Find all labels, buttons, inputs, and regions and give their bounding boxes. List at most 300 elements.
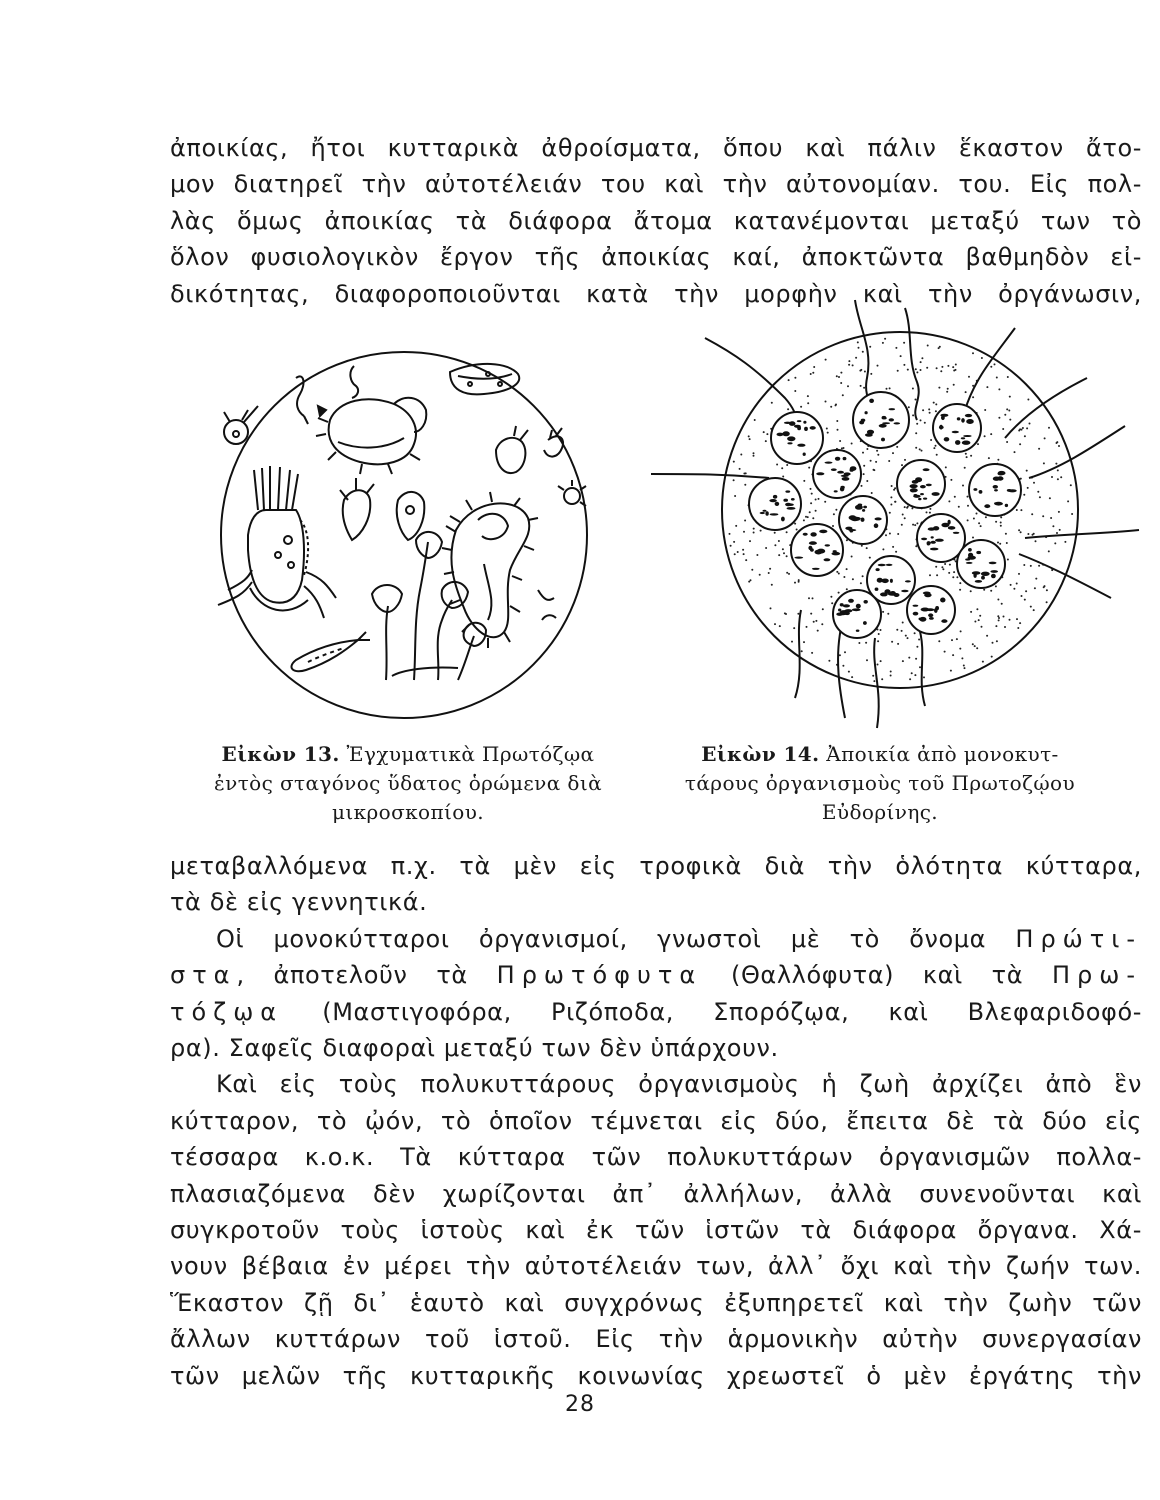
- stipple-dot: [739, 468, 741, 470]
- stipple-dot: [779, 625, 781, 627]
- stipple-dot: [1016, 509, 1018, 511]
- stipple-dot: [1058, 511, 1060, 513]
- stipple-dot: [972, 643, 974, 645]
- stipple-dot: [860, 582, 862, 584]
- stipple-dot: [862, 575, 864, 577]
- stipple-dot: [756, 554, 758, 556]
- stipple-dot: [1037, 491, 1039, 493]
- cell-granule: [791, 498, 795, 501]
- colony-cell: [897, 460, 945, 508]
- stipple-dot: [737, 551, 739, 553]
- stipple-dot: [800, 406, 802, 408]
- stipple-dot: [863, 473, 865, 475]
- stipple-dot: [1020, 531, 1022, 533]
- cell-granule: [994, 489, 998, 491]
- stipple-dot: [1027, 487, 1029, 489]
- stipple-dot: [794, 390, 796, 392]
- stipple-dot: [915, 447, 917, 449]
- stipple-dot: [783, 552, 785, 554]
- cell-granule: [918, 498, 921, 500]
- stipple-dot: [916, 423, 918, 425]
- stipple-dot: [953, 384, 955, 386]
- stipple-dot: [803, 641, 805, 643]
- stipple-dot: [862, 351, 864, 353]
- stipple-dot: [877, 640, 879, 642]
- stipple-dot: [817, 630, 819, 632]
- stipple-dot: [787, 408, 789, 410]
- stipple-dot: [1056, 441, 1058, 443]
- stipple-dot: [776, 464, 778, 466]
- cell-granule: [770, 513, 779, 515]
- cell-granule: [877, 578, 883, 583]
- cell-granule: [812, 568, 820, 570]
- stipple-dot: [890, 671, 892, 673]
- stipple-dot: [952, 654, 954, 656]
- stipple-dot: [1001, 603, 1003, 605]
- stipple-dot: [852, 364, 854, 366]
- stipple-dot: [1027, 533, 1029, 535]
- stipple-dot: [962, 485, 964, 487]
- stipple-dot: [842, 394, 844, 396]
- stipple-dot: [1007, 559, 1009, 561]
- stipple-dot: [825, 401, 827, 403]
- stipple-dot: [998, 388, 1000, 390]
- stipple-dot: [901, 464, 903, 466]
- stipple-dot: [882, 611, 884, 613]
- stipple-dot: [733, 461, 735, 463]
- cell-granule: [913, 612, 919, 616]
- stipple-dot: [907, 637, 909, 639]
- stipple-dot: [897, 643, 899, 645]
- cell-granule: [920, 485, 926, 488]
- stipple-dot: [953, 370, 955, 372]
- stipple-dot: [929, 574, 931, 576]
- stipple-dot: [988, 457, 990, 459]
- stipple-dot: [956, 576, 958, 578]
- cell-granule: [773, 495, 777, 499]
- stipple-dot: [1048, 427, 1050, 429]
- stipple-dot: [863, 387, 865, 389]
- stipple-dot: [840, 382, 842, 384]
- stipple-dot: [803, 480, 805, 482]
- stipple-dot: [828, 660, 830, 662]
- cell-granule: [782, 431, 789, 436]
- stipple-dot: [861, 485, 863, 487]
- stipple-dot: [810, 373, 812, 375]
- stipple-dot: [889, 387, 891, 389]
- stipple-dot: [1039, 496, 1041, 498]
- stipple-dot: [891, 641, 893, 643]
- stipple-dot: [1050, 517, 1052, 519]
- top-paragraph: [170, 130, 1142, 312]
- cell-granule: [804, 427, 808, 431]
- cell-granule: [851, 517, 860, 522]
- stipple-dot: [782, 548, 784, 550]
- stipple-dot: [915, 399, 917, 401]
- cell-granule: [989, 562, 997, 565]
- stipple-dot: [797, 613, 799, 615]
- cell-granule: [841, 613, 844, 615]
- stipple-dot: [871, 492, 873, 494]
- stipple-dot: [926, 511, 928, 513]
- stipple-dot: [838, 573, 840, 575]
- stipple-dot: [882, 342, 884, 344]
- stipple-dot: [1009, 419, 1011, 421]
- stipple-dot: [877, 454, 879, 456]
- stipple-dot: [999, 543, 1001, 545]
- stipple-dot: [1018, 529, 1020, 531]
- stipple-dot: [1035, 540, 1037, 542]
- stipple-dot: [1021, 429, 1023, 431]
- stipple-dot: [924, 422, 926, 424]
- stipple-dot: [1000, 516, 1002, 518]
- stipple-dot: [812, 517, 814, 519]
- stipple-dot: [873, 469, 875, 471]
- stipple-dot: [832, 525, 834, 527]
- term-protista-end: στα: [170, 961, 237, 990]
- stipple-dot: [942, 568, 944, 570]
- stipple-dot: [914, 524, 916, 526]
- figure-14-caption: [640, 740, 1120, 827]
- stipple-dot: [1014, 451, 1016, 453]
- stipple-dot: [896, 629, 898, 631]
- text-line: ρα). Σαφεῖς διαφοραὶ μεταξύ των δὲν ὑπάρχουν.: [170, 1034, 779, 1063]
- stipple-dot: [890, 504, 892, 506]
- cell-granule: [837, 471, 844, 474]
- stipple-dot: [873, 680, 875, 682]
- stipple-dot: [838, 376, 840, 378]
- stipple-dot: [745, 559, 747, 561]
- stipple-dot: [1008, 410, 1010, 412]
- cell-granule: [955, 440, 960, 445]
- cell-granule: [975, 580, 982, 583]
- stipple-dot: [981, 626, 983, 628]
- text-line: τῶν μελῶν τῆς κυτταρικῆς κοινωνίας χρεωστεῖ ὁ μὲν ἐργάτης τὴν: [170, 1361, 1142, 1390]
- stipple-dot: [939, 346, 941, 348]
- cell-granule: [929, 617, 934, 620]
- stipple-dot: [851, 443, 853, 445]
- term-protozoa: Πρω-: [1051, 961, 1142, 990]
- stipple-dot: [1057, 478, 1059, 480]
- stipple-dot: [954, 496, 956, 498]
- cell-granule: [763, 510, 767, 512]
- stipple-dot: [903, 364, 905, 366]
- stipple-dot: [921, 357, 923, 359]
- stipple-dot: [929, 508, 931, 510]
- stipple-dot: [848, 360, 850, 362]
- stipple-dot: [951, 639, 953, 641]
- text-line: μεταβαλλόμενα π.χ. τὰ μὲν εἰς τροφικὰ διὰ τὴν ὁλότητα κύτταρα,: [170, 852, 1142, 880]
- text-run: (Θαλλόφυτα) καὶ τὰ: [702, 961, 1052, 990]
- cell-granule: [840, 486, 844, 489]
- stipple-dot: [968, 376, 970, 378]
- stipple-dot: [912, 524, 914, 526]
- stipple-dot: [851, 676, 853, 678]
- stipple-dot: [909, 678, 911, 680]
- stipple-dot: [822, 608, 824, 610]
- stipple-dot: [1023, 564, 1025, 566]
- figure-14-eudorina-colony-illustration: [645, 298, 1145, 738]
- cell-granule: [889, 408, 896, 410]
- cell-granule: [787, 503, 794, 506]
- cell-granule: [810, 532, 816, 536]
- stipple-dot: [959, 582, 961, 584]
- stipple-dot: [840, 372, 842, 374]
- stipple-dot: [734, 553, 736, 555]
- page-number: 28: [565, 1392, 595, 1417]
- stipple-dot: [936, 454, 938, 456]
- stipple-dot: [842, 665, 844, 667]
- cell-granule: [760, 512, 765, 514]
- stipple-dot: [976, 647, 978, 649]
- cell-granule: [910, 484, 918, 488]
- stipple-dot: [885, 534, 887, 536]
- cell-granule: [787, 436, 795, 441]
- stipple-dot: [1060, 476, 1062, 478]
- cell-granule: [881, 438, 885, 442]
- cell-granule: [850, 468, 854, 471]
- stipple-dot: [1026, 427, 1028, 429]
- stipple-dot: [933, 402, 935, 404]
- stipple-dot: [765, 440, 767, 442]
- stipple-dot: [952, 576, 954, 578]
- stipple-dot: [1016, 618, 1018, 620]
- cell-granule: [948, 526, 956, 530]
- stipple-dot: [857, 341, 859, 343]
- stipple-dot: [765, 547, 767, 549]
- stipple-dot: [763, 431, 765, 433]
- stipple-dot: [808, 597, 810, 599]
- stipple-dot: [743, 553, 745, 555]
- stipple-dot: [1027, 399, 1029, 401]
- cell-granule: [924, 593, 931, 597]
- stipple-dot: [1024, 599, 1026, 601]
- stipple-dot: [753, 532, 755, 534]
- stipple-dot: [950, 670, 952, 672]
- stipple-dot: [830, 596, 832, 598]
- stipple-dot: [902, 622, 904, 624]
- cell-granule: [875, 588, 879, 591]
- cell-granule: [966, 419, 974, 424]
- stipple-dot: [866, 448, 868, 450]
- stipple-dot: [965, 391, 967, 393]
- stipple-dot: [778, 554, 780, 556]
- cell-granule: [940, 598, 945, 603]
- stipple-dot: [995, 625, 997, 627]
- cell-granule: [876, 568, 880, 571]
- stipple-dot: [995, 585, 997, 587]
- stipple-dot: [774, 532, 776, 534]
- stipple-dot: [870, 460, 872, 462]
- stipple-dot: [974, 645, 976, 647]
- stipple-dot: [1046, 601, 1048, 603]
- stipple-dot: [1020, 509, 1022, 511]
- figure-13-caption: [178, 740, 638, 827]
- caption-line: [178, 740, 638, 769]
- stipple-dot: [735, 525, 737, 527]
- stipple-dot: [786, 464, 788, 466]
- cell-granule: [824, 558, 831, 561]
- stipple-dot: [916, 522, 918, 524]
- stipple-dot: [769, 568, 771, 570]
- stipple-dot: [961, 657, 963, 659]
- stipple-dot: [807, 516, 809, 518]
- cell-granule: [910, 488, 918, 492]
- stipple-dot: [889, 512, 891, 514]
- cell-granule: [957, 417, 961, 420]
- stipple-dot: [960, 630, 962, 632]
- stipple-dot: [997, 459, 999, 461]
- stipple-dot: [851, 556, 853, 558]
- stipple-dot: [992, 642, 994, 644]
- stipple-dot: [997, 599, 999, 601]
- cell-granule: [882, 416, 887, 419]
- stipple-dot: [1025, 590, 1027, 592]
- cell-granule: [962, 441, 971, 445]
- cell-granule: [882, 422, 890, 424]
- cell-granule: [803, 421, 806, 424]
- stipple-dot: [1006, 542, 1008, 544]
- cell-granule: [833, 550, 837, 552]
- cell-granule: [981, 572, 990, 576]
- stipple-dot: [831, 602, 833, 604]
- cell-granule: [803, 533, 808, 536]
- stipple-dot: [1026, 470, 1028, 472]
- stipple-dot: [881, 678, 883, 680]
- stipple-dot: [788, 379, 790, 381]
- stipple-dot: [1031, 513, 1033, 515]
- cell-granule: [784, 422, 792, 424]
- stipple-dot: [886, 388, 888, 390]
- stipple-dot: [869, 557, 871, 559]
- stipple-dot: [914, 674, 916, 676]
- cell-granule: [961, 437, 965, 439]
- cell-granule: [856, 630, 860, 632]
- stipple-dot: [973, 518, 975, 520]
- stipple-dot: [880, 629, 882, 631]
- caption-text: Ἀποικία ἀπὸ μονοκυτ-: [826, 742, 1059, 766]
- stipple-dot: [1030, 565, 1032, 567]
- stipple-dot: [936, 574, 938, 576]
- stipple-dot: [970, 590, 972, 592]
- stipple-dot: [843, 576, 845, 578]
- stipple-dot: [897, 370, 899, 372]
- cell-granule: [825, 462, 833, 464]
- term-protista: Πρώτι-: [1015, 924, 1142, 953]
- stipple-dot: [1003, 616, 1005, 618]
- stipple-dot: [938, 387, 940, 389]
- cell-granule: [990, 570, 998, 573]
- cell-granule: [810, 548, 814, 551]
- stipple-dot: [729, 533, 731, 535]
- stipple-dot: [1043, 462, 1045, 464]
- text-line: τὰ δὲ εἰς γεννητικά.: [170, 888, 428, 917]
- stipple-dot: [974, 621, 976, 623]
- stipple-dot: [1044, 585, 1046, 587]
- stipple-dot: [1033, 609, 1035, 611]
- caption-line: Εὐδορίνης.: [821, 800, 939, 824]
- stipple-dot: [904, 506, 906, 508]
- stipple-dot: [922, 409, 924, 411]
- cell-granule: [816, 472, 824, 475]
- cell-granule: [775, 502, 780, 506]
- cell-granule: [1008, 489, 1017, 492]
- stipple-dot: [964, 467, 966, 469]
- stipple-dot: [733, 541, 735, 543]
- cell-granule: [867, 430, 874, 435]
- stipple-dot: [895, 551, 897, 553]
- stipple-dot: [935, 445, 937, 447]
- stipple-dot: [742, 549, 744, 551]
- cell-granule: [920, 493, 924, 495]
- cell-granule: [973, 573, 976, 578]
- stipple-dot: [793, 627, 795, 629]
- cell-granule: [869, 399, 874, 403]
- stipple-dot: [1022, 427, 1024, 429]
- stipple-dot: [894, 501, 896, 503]
- cell-granule: [935, 606, 939, 610]
- term-protozoa-end: τόζῳα: [170, 997, 284, 1026]
- stipple-dot: [786, 555, 788, 557]
- stipple-dot: [979, 615, 981, 617]
- cell-granule: [991, 574, 996, 579]
- stipple-dot: [948, 500, 950, 502]
- stipple-dot: [843, 447, 845, 449]
- text-line: Καὶ εἰς τοὺς πολυκυττάρους ὀργανισμοὺς ἡ ζωὴ ἀρχίζει ἀπὸ ἓν: [216, 1070, 1142, 1099]
- stipple-dot: [801, 650, 803, 652]
- stipple-dot: [928, 408, 930, 410]
- stipple-dot: [751, 569, 753, 571]
- cell-granule: [993, 477, 1000, 481]
- stipple-dot: [929, 512, 931, 514]
- text-line: πλασιαζόμενα δὲν χωρίζονται ἀπ᾽ ἀλλήλων, ἀλλὰ συνενοῦνται καὶ: [170, 1179, 1142, 1208]
- stipple-dot: [1042, 515, 1044, 517]
- cell-granule: [803, 453, 806, 456]
- stipple-dot: [839, 654, 841, 656]
- stipple-dot: [914, 632, 916, 634]
- stipple-dot: [805, 516, 807, 518]
- cell-granule: [886, 564, 893, 566]
- cell-granule: [932, 492, 940, 496]
- text-line: δικότητας, διαφοροποιοῦνται κατὰ τὴν μορφὴν καὶ τὴν ὀργάνωσιν,: [170, 279, 1142, 308]
- stipple-dot: [810, 488, 812, 490]
- stipple-dot: [916, 371, 918, 373]
- stipple-dot: [749, 540, 751, 542]
- stipple-dot: [1023, 494, 1025, 496]
- stipple-dot: [938, 640, 940, 642]
- stipple-dot: [839, 440, 841, 442]
- stipple-dot: [1058, 445, 1060, 447]
- cell-granule: [859, 421, 864, 425]
- stipple-dot: [997, 615, 999, 617]
- cell-granule: [973, 488, 977, 491]
- cell-granule: [874, 523, 879, 528]
- stipple-dot: [1052, 525, 1054, 527]
- stipple-dot: [1009, 619, 1011, 621]
- stipple-dot: [798, 579, 800, 581]
- stipple-dot: [921, 450, 923, 452]
- stipple-dot: [1038, 448, 1040, 450]
- cell-granule: [875, 517, 882, 520]
- stipple-dot: [903, 342, 905, 344]
- stipple-dot: [872, 675, 874, 677]
- cell-granule: [843, 604, 850, 607]
- stipple-dot: [836, 375, 838, 377]
- stipple-dot: [786, 572, 788, 574]
- stipple-dot: [901, 524, 903, 526]
- cell-granule: [787, 507, 796, 510]
- stipple-dot: [990, 590, 992, 592]
